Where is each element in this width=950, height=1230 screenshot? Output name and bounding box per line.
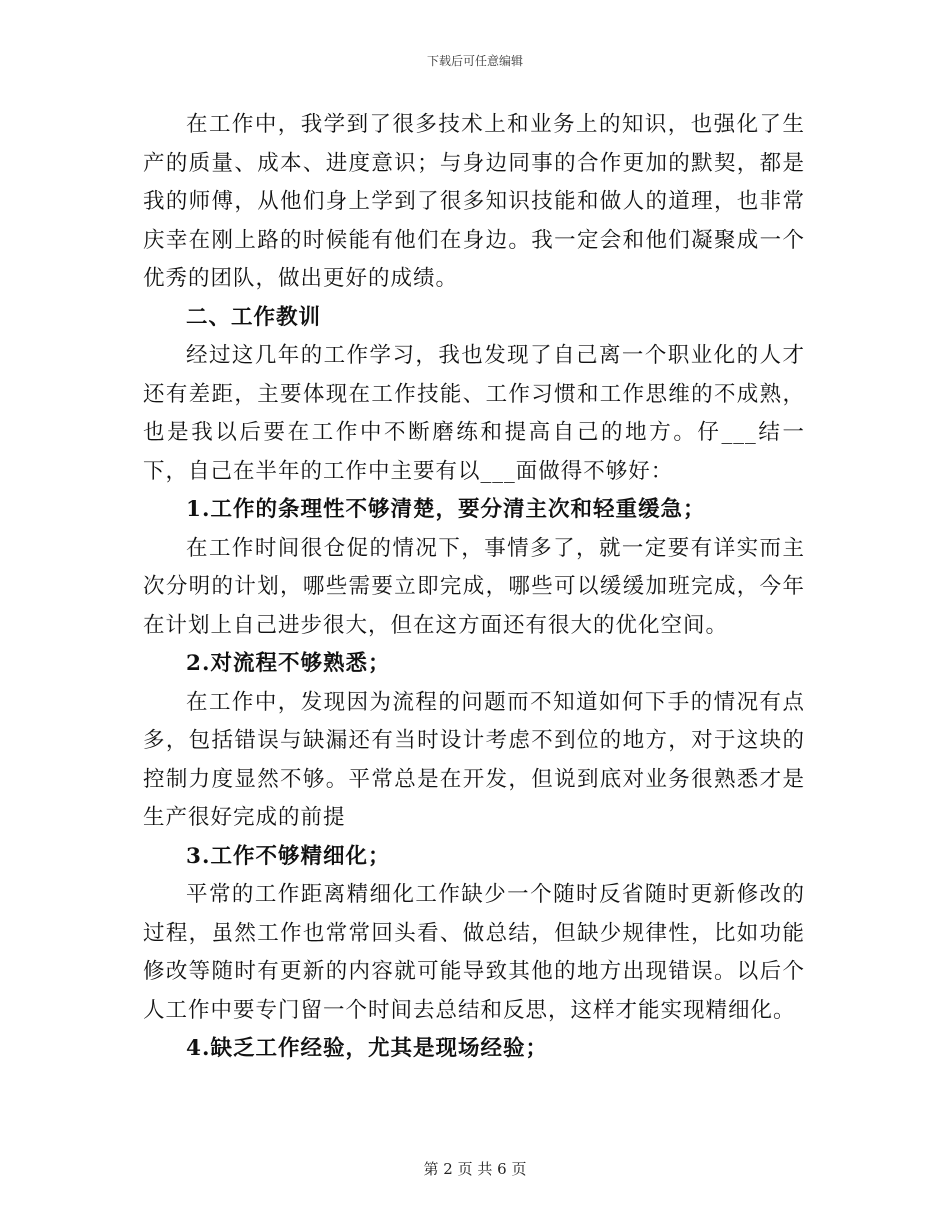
heading-item-1: 1.工作的条理性不够清楚，要分清主次和轻重缓急； — [186, 497, 706, 522]
heading-item-3: 3.工作不够精细化； — [186, 843, 391, 869]
paragraph-item-3: 平常的工作距离精细化工作缺少一个随时反省随时更新修改的过程，虽然工作也常常回头看、做总结，但缺少规律性，比如功能修改等随时有更新的内容就可能导致其他的地方出现错误。以后个人工作中要专门留一个时间去总结和反思，这样才能实现精细化。 — [143, 882, 805, 1023]
paragraph-lessons-intro: 经过这几年的工作学习，我也发现了自己离一个职业化的人才还有差距，主要体现在工作技能、工作习惯和工作思维的不成熟，也是我以后要在工作中不断磨练和提高自己的地方。仔___结一下，自己在半年的工作中主要有以___面做得不够好： — [143, 343, 805, 484]
page-header: 下载后可任意编辑 — [426, 54, 523, 68]
heading-item-2: 2.对流程不够熟悉； — [186, 651, 391, 676]
document-body — [143, 106, 805, 1069]
paragraph-learning: 在工作中，我学到了很多技术上和业务上的知识，也强化了生产的质量、成本、进度意识；与身边同事的合作更加的默契，都是我的师傅，从他们身上学到了很多知识技能和做人的道理，也非常庆幸在刚上路的时候能有他们在身边。我一定会和他们凝聚成一个优秀的团队，做出更好的成绩。 — [143, 112, 805, 291]
section-heading-lessons: 二、工作教训 — [186, 304, 322, 330]
page-number-footer: 第 2 页 共 6 页 — [423, 1160, 527, 1178]
paragraph-item-1: 在工作时间很仓促的情况下，事情多了，就一定要有详实而主次分明的计划，哪些需要立即完成，哪些可以缓缓加班完成，今年在计划上自己进步很大，但在这方面还有很大的优化空间。 — [143, 535, 805, 638]
heading-item-4: 4.缺乏工作经验，尤其是现场经验； — [186, 1036, 548, 1061]
paragraph-item-2: 在工作中，发现因为流程的问题而不知道如何下手的情况有点多，包括错误与缺漏还有当时设计考虑不到位的地方，对于这块的控制力度显然不够。平常总是在开发，但说到底对业务很熟悉才是生产很好完成的前提 — [143, 689, 805, 830]
